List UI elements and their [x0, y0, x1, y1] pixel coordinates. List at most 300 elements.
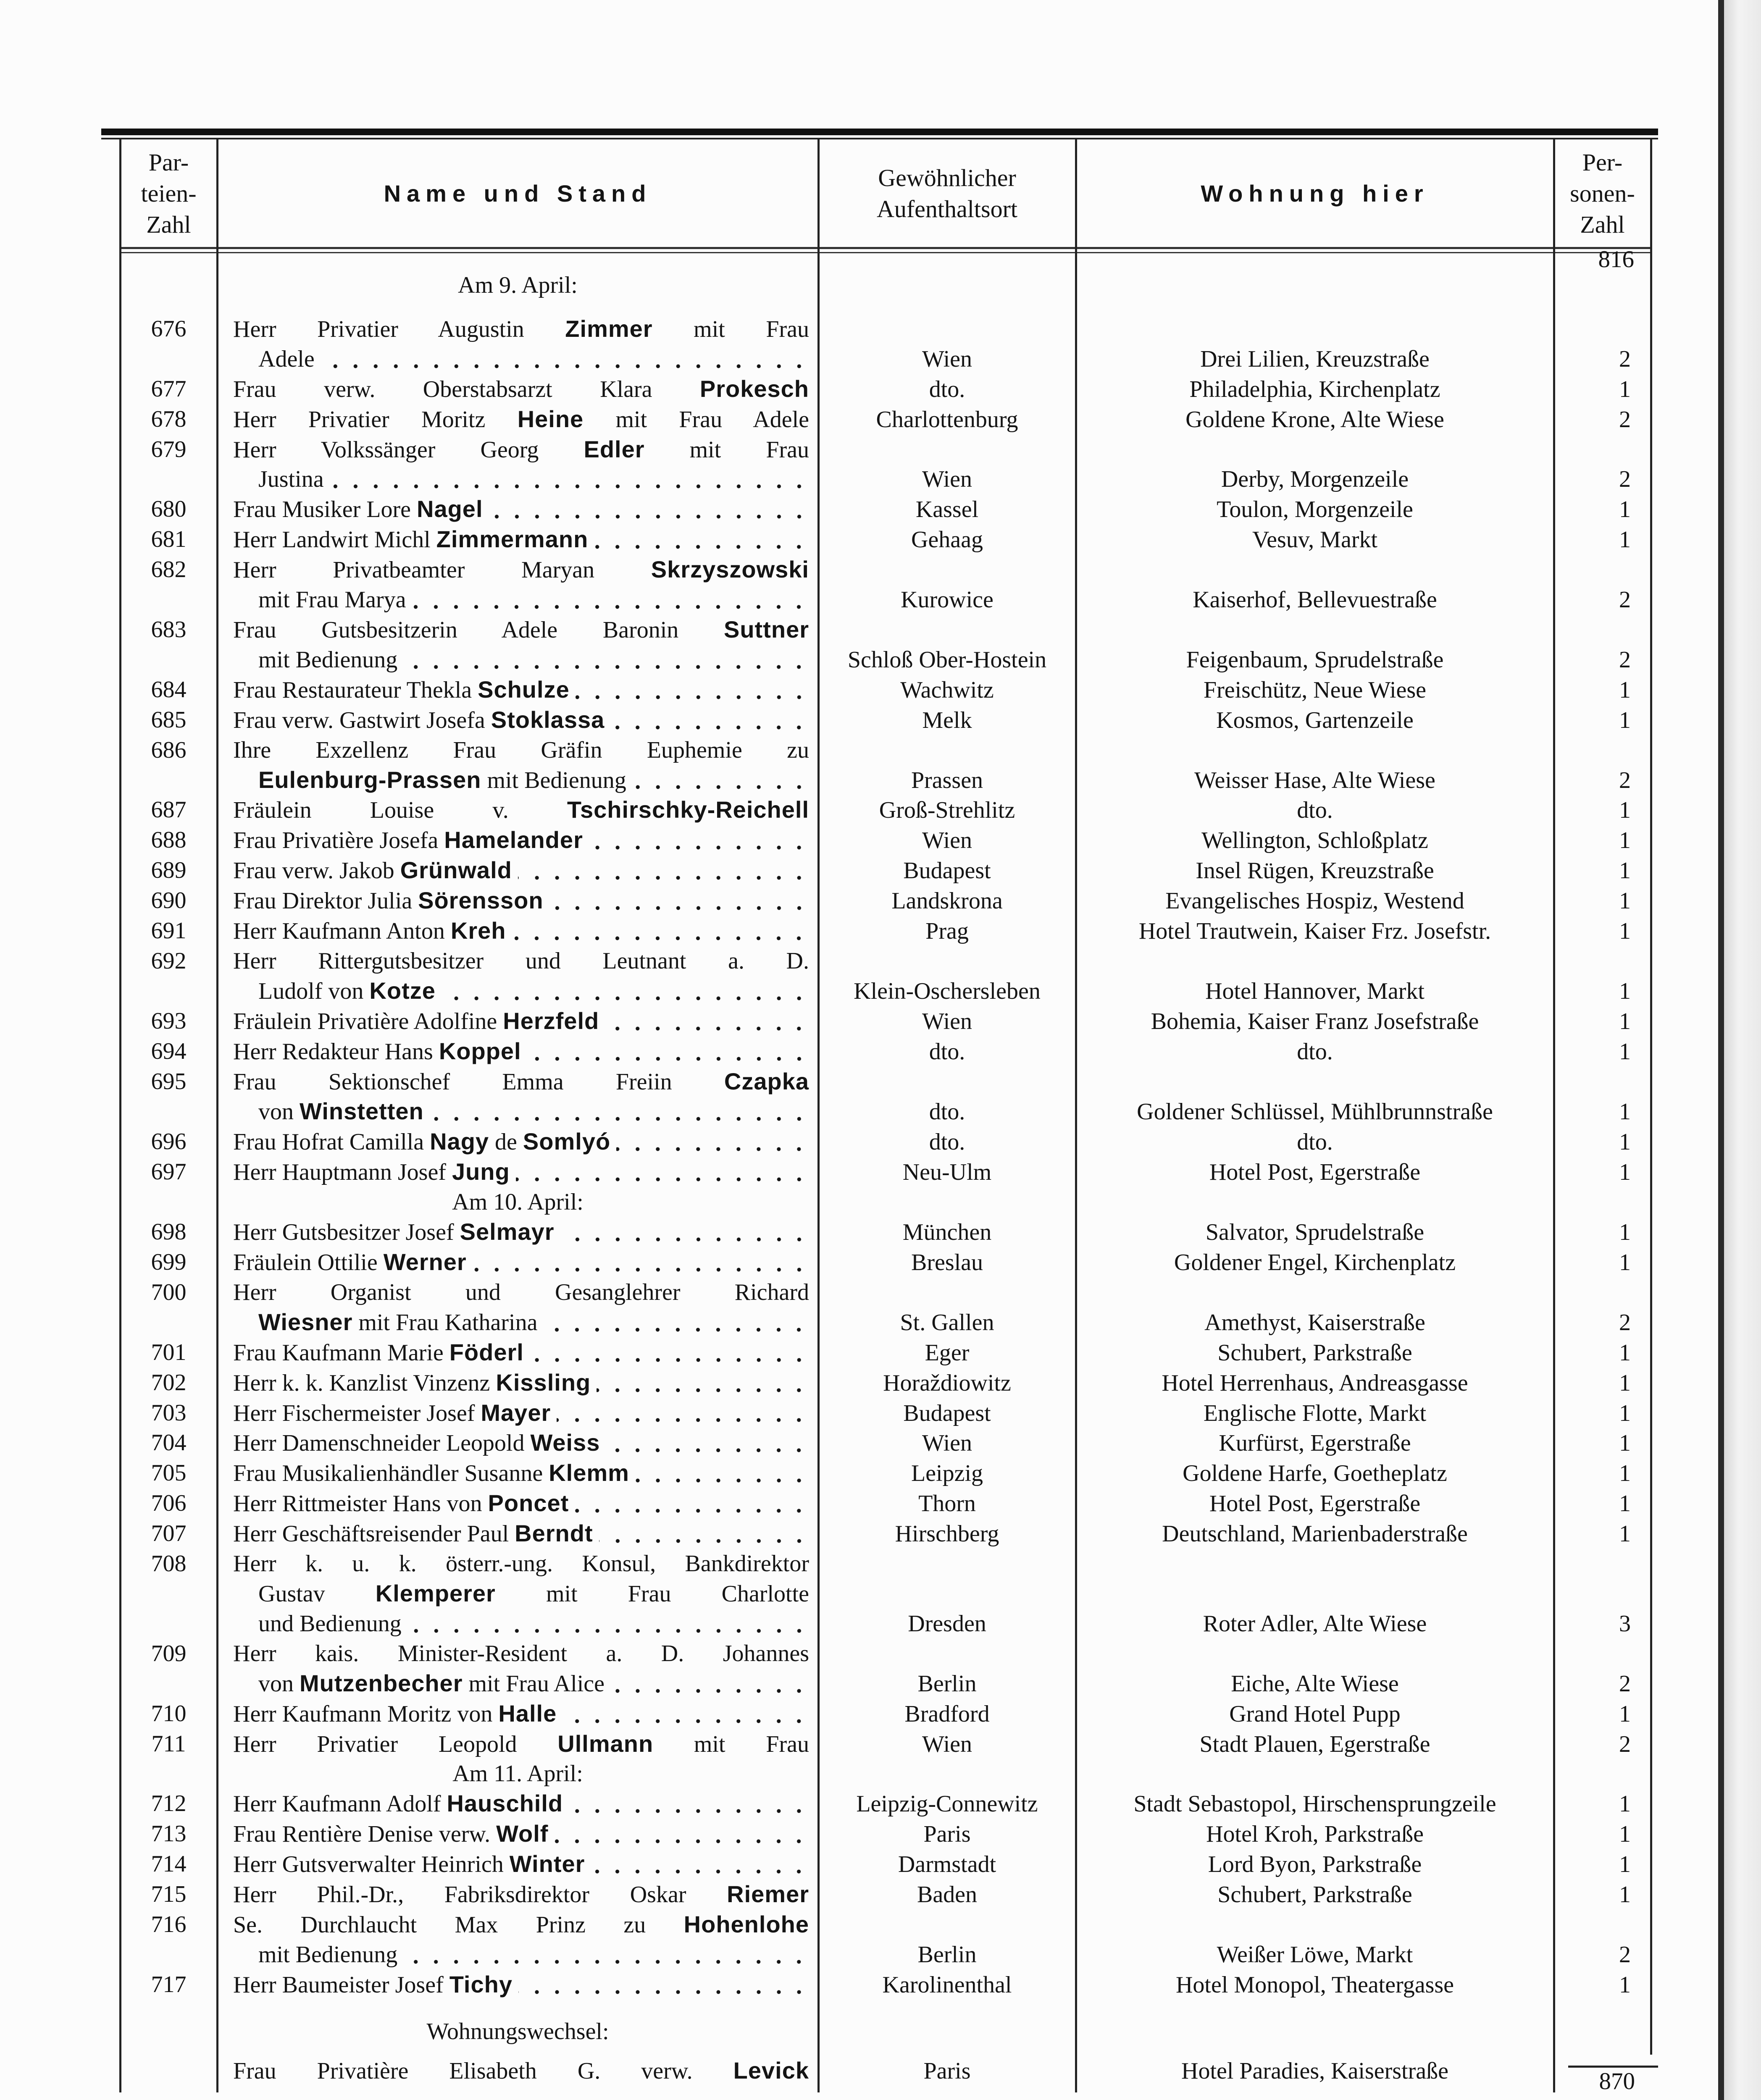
party-number: 703	[151, 1399, 187, 1426]
table-row	[120, 525, 1651, 555]
name-text-part: Frau Gutsbesitzerin Adele Baronin	[233, 617, 724, 643]
name-line	[233, 615, 809, 645]
table-row	[120, 1819, 1651, 1849]
surname: Mutzenbecher	[300, 1670, 463, 1696]
dot-leader	[403, 645, 809, 675]
lodging-here: dto.	[1297, 797, 1333, 824]
name-line	[233, 1458, 809, 1488]
lodging-here: Schubert, Parkstraße	[1217, 1339, 1412, 1366]
usual-residence: Budapest	[903, 1400, 991, 1426]
table-row	[120, 1699, 1651, 1729]
name-text	[233, 825, 583, 856]
name-line	[233, 825, 809, 856]
usual-residence: Wachwitz	[900, 677, 994, 703]
name-text	[258, 585, 406, 615]
person-count: 1	[1619, 707, 1631, 733]
name-text-part: Se. Durchlaucht Max Prinz zu	[233, 1911, 684, 1938]
name-line	[233, 1217, 809, 1247]
name-line	[233, 1549, 809, 1579]
name-text-part: Herr Privatier Leopold	[233, 1731, 558, 1757]
name-text-part: Frau Kaufmann Marie	[233, 1339, 449, 1366]
surname: Wiesner	[258, 1308, 353, 1335]
table-row	[120, 1970, 1651, 2000]
name-text-part: Frau Direktor Julia	[233, 888, 418, 914]
name-line	[233, 1157, 809, 1187]
header-person-count	[1554, 139, 1651, 248]
name-text-part: Herr Privatbeamter Maryan	[233, 557, 651, 583]
table-row	[120, 494, 1651, 525]
usual-residence: Leipzig	[911, 1460, 983, 1487]
name-line	[233, 1037, 809, 1067]
name-line	[233, 1097, 809, 1127]
surname: Levick	[733, 2057, 809, 2084]
name-and-status	[217, 615, 818, 675]
usual-residence: Berlin	[917, 1670, 977, 1697]
name-and-status	[217, 886, 818, 916]
lodging-here: Kaiserhof, Bellevuestraße	[1193, 587, 1437, 613]
name-text-part: Herr Kaufmann Moritz von	[233, 1701, 499, 1727]
party-number: 705	[151, 1460, 187, 1486]
lodging-here: Hotel Paradies, Kaiserstraße	[1181, 2058, 1448, 2084]
scan-margin	[1724, 0, 1761, 2100]
name-line	[233, 1940, 809, 1970]
name-text	[233, 916, 506, 946]
usual-residence: München	[902, 1219, 992, 1246]
usual-residence: Charlottenburg	[876, 406, 1018, 433]
name-and-status	[217, 1789, 818, 1819]
dot-leader	[554, 1819, 809, 1849]
dot-leader	[512, 916, 809, 946]
surname: Klemperer	[375, 1580, 496, 1606]
header-party-number	[120, 139, 217, 248]
date-section-row	[120, 1759, 1651, 1789]
person-count: 1	[1619, 1521, 1631, 1547]
name-and-status	[217, 795, 818, 825]
name-line	[233, 705, 809, 735]
surname: Herzfeld	[503, 1007, 599, 1034]
name-line	[233, 1006, 809, 1037]
name-text	[258, 976, 436, 1006]
person-count: 1	[1619, 1400, 1631, 1426]
name-and-status	[217, 825, 818, 856]
table-row	[120, 825, 1651, 856]
name-text-part: Frau Rentière Denise verw.	[233, 1821, 497, 1848]
name-line	[233, 1729, 809, 1759]
table-row	[120, 1789, 1651, 1819]
lodging-here: Amethyst, Kaiserstraße	[1204, 1309, 1425, 1336]
person-count: 1	[1619, 1129, 1631, 1155]
surname: Werner	[383, 1249, 467, 1275]
table-row	[120, 1247, 1651, 1278]
party-number: 706	[151, 1490, 187, 1517]
lodging-here: Bohemia, Kaiser Franz Josefstraße	[1151, 1008, 1479, 1034]
name-text-part: Ludolf von	[258, 978, 370, 1004]
person-count: 1	[1619, 888, 1631, 914]
name-and-status	[217, 1398, 818, 1428]
party-number: 680	[151, 496, 187, 522]
name-line	[233, 735, 809, 765]
name-line	[233, 976, 809, 1006]
name-text-part: Frau verw. Gastwirt Josefa	[233, 707, 491, 733]
dot-leader	[442, 976, 809, 1006]
name-and-status	[217, 1458, 818, 1488]
person-count: 1	[1619, 797, 1631, 824]
party-number: 700	[151, 1279, 187, 1305]
header-text: sonen-	[1570, 180, 1635, 207]
table-row	[120, 1639, 1651, 1699]
name-line	[233, 795, 809, 825]
dot-leader	[549, 886, 809, 916]
name-text-part: mit Frau Charlotte	[495, 1580, 809, 1607]
name-line	[233, 1849, 809, 1880]
name-text-part: Adele	[258, 346, 315, 372]
lodging-here: Goldene Krone, Alte Wiese	[1185, 406, 1444, 433]
name-text	[233, 1849, 585, 1880]
name-text-part: Gustav	[258, 1580, 376, 1607]
usual-residence: Darmstadt	[898, 1851, 996, 1878]
name-line	[233, 1789, 809, 1819]
name-text-part: mit Frau Marya	[258, 587, 406, 613]
dot-leader	[562, 1699, 809, 1729]
name-line	[233, 1639, 809, 1669]
name-line	[233, 404, 809, 435]
name-text-part: mit Bedienung	[258, 1941, 398, 1968]
usual-residence: Groß-Strehlitz	[879, 797, 1015, 824]
name-text-part: mit Bedienung	[258, 646, 398, 673]
surname: Nagel	[417, 496, 483, 522]
name-text-part: Herr k. u. k. österr.-ung. Konsul, Bankdirektor	[233, 1551, 809, 1577]
table-row	[120, 705, 1651, 735]
usual-residence: Thorn	[918, 1491, 976, 1517]
party-number: 713	[151, 1821, 187, 1847]
usual-residence: Wien	[922, 1731, 972, 1757]
dot-leader	[632, 765, 809, 795]
surname: Heine	[517, 405, 584, 432]
name-line	[233, 946, 809, 976]
name-text-part: Fräulein Privatière Adolfine	[233, 1008, 503, 1034]
person-count: 1	[1619, 1159, 1631, 1186]
person-count: 1	[1619, 496, 1631, 523]
table-row	[120, 404, 1651, 435]
lodging-here: Stadt Sebastopol, Hirschensprungzeile	[1133, 1791, 1496, 1817]
name-and-status	[217, 1127, 818, 1157]
dot-leader	[518, 856, 809, 886]
surname: Sörensson	[418, 887, 544, 914]
header-text: Par-	[148, 149, 189, 176]
party-number: 696	[151, 1129, 187, 1155]
usual-residence: Karolinenthal	[882, 1971, 1012, 1998]
name-and-status	[217, 1278, 818, 1338]
usual-residence: St. Gallen	[900, 1309, 994, 1336]
table-row	[120, 1729, 1651, 1759]
lodging-here: Roter Adler, Alte Wiese	[1203, 1610, 1427, 1637]
carried-total: 816	[1598, 246, 1634, 273]
surname: Winter	[509, 1851, 585, 1877]
party-number: 691	[151, 918, 187, 944]
lodging-here: Evangelisches Hospiz, Westend	[1165, 888, 1464, 914]
spacer	[120, 1759, 217, 1789]
name-text-part: Frau Restaurateur Thekla	[233, 677, 478, 703]
usual-residence: Prassen	[911, 767, 983, 793]
name-line	[233, 645, 809, 675]
name-text-part: Frau Sektionschef Emma Freiin	[233, 1068, 724, 1095]
party-number: 689	[151, 857, 187, 884]
table-row	[120, 435, 1651, 495]
person-count: 1	[1619, 1339, 1631, 1366]
name-and-status	[217, 1880, 818, 1910]
name-and-status	[217, 675, 818, 705]
name-line	[233, 1368, 809, 1398]
name-and-status	[217, 735, 818, 795]
party-number: 708	[151, 1551, 187, 1577]
surname: Tschirschky-Reichell	[567, 796, 809, 823]
name-text-part: Herr Baumeister Josef	[233, 1971, 449, 1998]
person-count: 1	[1619, 527, 1631, 553]
name-text-part: Herr k. k. Kanzlist Vinzenz	[233, 1370, 496, 1396]
usual-residence: Budapest	[903, 858, 991, 884]
name-text-part: Fräulein Ottilie	[233, 1250, 384, 1276]
person-count: 1	[1619, 1250, 1631, 1276]
name-and-status	[217, 1428, 818, 1458]
party-number: 678	[151, 406, 187, 432]
lodging-here: dto.	[1297, 1038, 1333, 1065]
name-line	[233, 494, 809, 525]
lodging-here: Schubert, Parkstraße	[1217, 1882, 1412, 1908]
dot-leader	[407, 1609, 809, 1639]
name-line	[233, 1307, 809, 1338]
date-heading: Am 9. April:	[458, 272, 578, 298]
party-number: 697	[151, 1159, 187, 1185]
name-text	[233, 1488, 569, 1519]
person-count: 2	[1619, 466, 1631, 493]
party-number: 677	[151, 375, 187, 402]
name-text-part: Herr Kaufmann Anton	[233, 918, 451, 945]
dot-leader	[489, 494, 809, 525]
lodging-here: Kurfürst, Egerstraße	[1219, 1430, 1411, 1457]
date-section-row	[120, 2017, 1651, 2047]
header-name-and-status	[217, 139, 818, 248]
name-text-part: mit Frau	[653, 1731, 809, 1757]
surname: Selmayr	[460, 1218, 555, 1245]
dot-leader	[606, 1428, 809, 1458]
name-text-part: Herr Rittergutsbesitzer und Leutnant a. D.	[233, 948, 809, 974]
name-text-part: Herr Geschäftsreisender Paul	[233, 1521, 515, 1547]
name-line	[233, 1819, 809, 1849]
party-number: 693	[151, 1008, 187, 1034]
dot-leader	[610, 1669, 809, 1699]
name-text	[258, 344, 315, 374]
usual-residence: Leipzig-Connewitz	[856, 1791, 1038, 1817]
name-text	[233, 1157, 510, 1187]
table-row	[120, 856, 1651, 886]
dot-leader	[518, 1970, 809, 2000]
header-text: Gewöhnlicher	[878, 164, 1016, 192]
usual-residence: Bradford	[904, 1701, 990, 1727]
name-line	[233, 585, 809, 615]
usual-residence: Kassel	[915, 496, 979, 523]
usual-residence: Prag	[925, 918, 969, 945]
person-count: 2	[1619, 346, 1631, 372]
name-and-status	[217, 314, 818, 374]
name-text	[233, 1398, 551, 1428]
table-row	[120, 1037, 1651, 1067]
name-line	[233, 525, 809, 555]
name-text-part: Herr Kaufmann Adolf	[233, 1791, 447, 1817]
lodging-here: Philadelphia, Kirchenplatz	[1189, 376, 1440, 402]
person-count: 1	[1619, 1038, 1631, 1065]
surname: Föderl	[449, 1339, 524, 1365]
party-number: 686	[151, 737, 187, 763]
party-number: 717	[151, 1971, 187, 1998]
usual-residence: Berlin	[917, 1941, 977, 1968]
person-count: 1	[1619, 1791, 1631, 1817]
name-line	[233, 1338, 809, 1368]
table-row	[120, 795, 1651, 825]
party-number: 681	[151, 526, 187, 553]
party-number: 676	[151, 315, 187, 342]
dot-leader	[412, 585, 809, 615]
usual-residence: Wien	[922, 1430, 972, 1457]
name-and-status	[217, 1217, 818, 1247]
name-text	[258, 765, 626, 795]
table-row	[120, 1910, 1651, 1970]
surname: Edler	[583, 436, 645, 462]
surname: Mayer	[481, 1399, 551, 1426]
name-and-status	[217, 1368, 818, 1398]
header-text: Zahl	[1580, 211, 1625, 238]
name-text-part: Herr Hauptmann Josef	[233, 1159, 452, 1186]
name-and-status	[217, 1488, 818, 1519]
surname: Winstetten	[300, 1098, 424, 1125]
person-count: 1	[1619, 1491, 1631, 1517]
name-text	[233, 856, 512, 886]
usual-residence: dto.	[929, 1129, 965, 1155]
usual-residence: dto.	[929, 376, 965, 402]
name-text-part: Herr Gutsbesitzer Josef	[233, 1219, 460, 1246]
date-section-row	[120, 270, 1651, 300]
person-count: 1	[1619, 1882, 1631, 1908]
name-text	[233, 1217, 555, 1247]
table-row	[120, 1278, 1651, 1338]
name-line	[233, 1428, 809, 1458]
name-text	[233, 1338, 524, 1368]
party-number: 709	[151, 1640, 187, 1667]
surname: Hohenlohe	[683, 1911, 809, 1937]
name-text-part: Herr Privatier Augustin	[233, 316, 565, 342]
date-section-row	[120, 1187, 1651, 1217]
table-row	[120, 1428, 1651, 1458]
usual-residence: Horaždiowitz	[883, 1370, 1011, 1396]
surname: Prokesch	[699, 375, 809, 402]
name-text-part: Frau Musiker Lore	[233, 496, 417, 523]
party-number: 699	[151, 1249, 187, 1275]
lodging-here: Feigenbaum, Sprudelstraße	[1186, 646, 1444, 673]
lodging-here: Hotel Hannover, Markt	[1205, 978, 1425, 1004]
name-and-status	[217, 1639, 818, 1699]
name-line	[233, 1699, 809, 1729]
person-count: 2	[1619, 1309, 1631, 1336]
name-line	[233, 1247, 809, 1278]
name-text-part: Herr Damenschneider Leopold	[233, 1430, 531, 1457]
name-text-part: Herr Landwirt Michl	[233, 527, 436, 553]
person-count: 1	[1619, 1370, 1631, 1396]
header-text: Wohnung hier	[1201, 180, 1429, 207]
dot-leader	[543, 1307, 809, 1338]
name-and-status	[217, 1729, 818, 1759]
table-row	[120, 1488, 1651, 1519]
lodging-here: Derby, Morgenzeile	[1221, 466, 1409, 493]
name-and-status	[217, 1819, 818, 1849]
usual-residence: Wien	[922, 466, 972, 493]
date-heading: Am 11. April:	[452, 1761, 583, 1787]
name-and-status	[217, 1067, 818, 1127]
dot-leader	[597, 1368, 809, 1398]
lodging-here: Weißer Löwe, Markt	[1217, 1941, 1413, 1968]
party-number: 694	[151, 1038, 187, 1064]
dot-leader	[599, 1519, 809, 1549]
name-text-part: Herr Volkssänger Georg	[233, 436, 584, 463]
name-text	[233, 1970, 513, 2000]
person-count: 2	[1619, 1941, 1631, 1968]
lodging-here: Vesuv, Markt	[1252, 527, 1378, 553]
surname: Klemm	[549, 1460, 629, 1486]
date-heading: Wohnungswechsel:	[426, 2018, 609, 2045]
name-line	[233, 374, 809, 404]
surname: Hamelander	[444, 827, 583, 853]
name-line	[233, 1910, 809, 1940]
lodging-here: Goldener Engel, Kirchenplatz	[1174, 1250, 1456, 1276]
name-and-status	[217, 2056, 818, 2086]
usual-residence: Wien	[922, 827, 972, 854]
register-body	[120, 270, 1651, 2086]
lodging-here: Eiche, Alte Wiese	[1231, 1670, 1399, 1697]
dot-leader	[610, 705, 809, 735]
name-and-status	[217, 1910, 818, 1970]
name-text	[233, 1368, 591, 1398]
header-text: Name und Stand	[384, 180, 652, 207]
name-text-part: Frau verw. Oberstabsarzt Klara	[233, 376, 700, 402]
name-text	[258, 645, 397, 675]
surname: Eulenburg-Prassen	[258, 766, 481, 793]
usual-residence: Neu-Ulm	[902, 1159, 992, 1186]
name-and-status	[217, 525, 818, 555]
table-row	[120, 555, 1651, 615]
table-row	[120, 1067, 1651, 1127]
surname: Riemer	[727, 1881, 809, 1908]
table-row	[120, 2056, 1651, 2086]
top-rule	[101, 129, 1658, 135]
surname: Somlyó	[523, 1128, 611, 1155]
name-and-status	[217, 1157, 818, 1187]
person-count: 2	[1619, 1731, 1631, 1757]
party-number: 685	[151, 706, 187, 733]
name-text	[233, 1458, 629, 1488]
surname: Czapka	[724, 1068, 809, 1095]
name-text-part: Frau Privatière Elisabeth G. verw.	[233, 2058, 733, 2084]
party-number: 712	[151, 1790, 187, 1817]
usual-residence: dto.	[929, 1038, 965, 1065]
person-count: 2	[1619, 587, 1631, 613]
name-and-status	[217, 555, 818, 615]
name-text-part: Herr Phil.-Dr., Fabriksdirektor Oskar	[233, 1882, 727, 1908]
person-count: 3	[1619, 1610, 1631, 1637]
table-row	[120, 1880, 1651, 1910]
party-number: 682	[151, 556, 187, 583]
party-number: 716	[151, 1911, 187, 1937]
name-line	[233, 1488, 809, 1519]
person-count: 2	[1619, 1670, 1631, 1697]
dot-leader	[530, 1338, 809, 1368]
